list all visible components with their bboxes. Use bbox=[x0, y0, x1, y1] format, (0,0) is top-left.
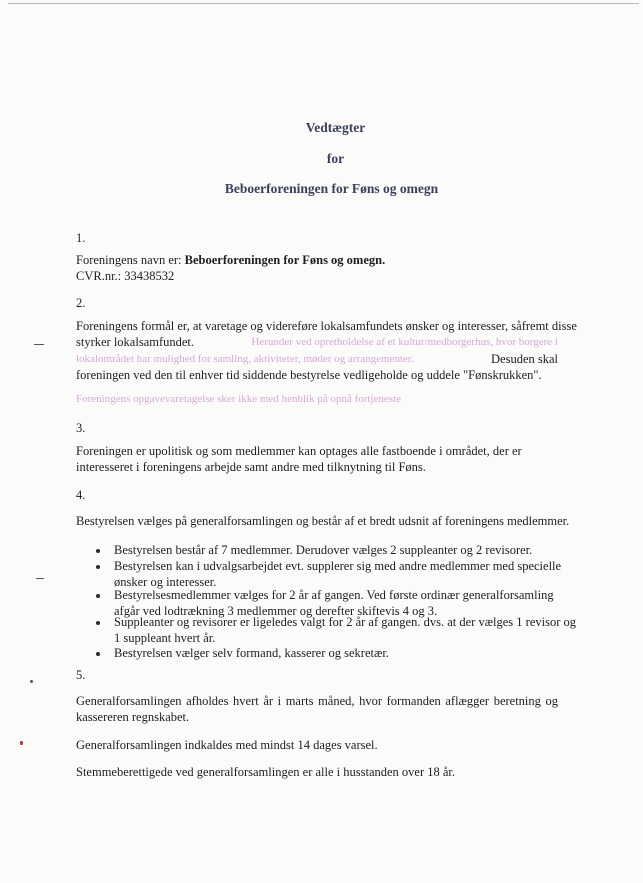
section-2-line-1: Foreningens formål er, at varetage og videreføre lokalsamfundets ønsker og interesser, såfremt disse bbox=[76, 319, 577, 333]
association-name: Beboerforeningen for Føns og omegn. bbox=[184, 253, 386, 267]
cvr-number: CVR.nr.: 33438532 bbox=[76, 269, 175, 283]
section-2-line-3 bbox=[76, 351, 558, 368]
section-4-bullet-4-line-2: 1 suppleant hvert år. bbox=[114, 631, 216, 645]
page-top-edge bbox=[8, 3, 639, 4]
section-2-number: 2. bbox=[76, 296, 86, 310]
bullet-dot bbox=[96, 549, 100, 553]
section-2-line-2-text: styrker lokalsamfundet. bbox=[76, 335, 195, 349]
section-3-line-2: interesseret i foreningens arbejde samt andre med tilknytning til Føns. bbox=[76, 460, 426, 474]
section-5-paragraph-1-line-2: kassereren regnskabet. bbox=[76, 710, 190, 724]
section-4-bullet-4-line-1: Suppleanter og revisorer er ligeledes valgt for 2 år af gangen. dvs. at der vælges 1 revisor og bbox=[114, 615, 577, 629]
section-5-paragraph-3: Stemmeberettigede ved generalforsamlingen er alle i husstanden over 18 år. bbox=[76, 765, 456, 779]
scan-mark bbox=[34, 344, 44, 345]
section-2-line-2 bbox=[76, 334, 558, 351]
section-2-faint-text-2: lokalområdet har mulighed for samling, aktiviteter, møder og arrangementer. bbox=[76, 353, 414, 365]
section-5-paragraph-1-line-1-text: Generalforsamlingen afholdes hvert år i marts måned, hvor formanden aflægger beretning og bbox=[76, 694, 558, 708]
section-4-bullet-3-line-2: afgår ved lodtrækning 3 medlemmer og derefter skiftevis 4 og 3. bbox=[114, 604, 438, 618]
section-4-bullet-5: Bestyrelsen vælger selv formand, kasserer og sekretær. bbox=[114, 646, 389, 660]
section-5-paragraph-2: Generalforsamlingen indkaldes med mindst 14 dages varsel. bbox=[76, 738, 378, 752]
document-title-association: Beboerforeningen for Føns og omegn bbox=[224, 181, 439, 196]
section-2-faint-note: Foreningens opgavevaretagelse sker ikke med henblik på opnå fortjeneste bbox=[76, 393, 401, 405]
section-1-name-line bbox=[76, 252, 385, 269]
section-4-number: 4. bbox=[76, 488, 86, 502]
section-2-line-4: foreningen ved den til enhver tid siddende bestyrelse vedligeholde og uddele "Fønskrukken". bbox=[76, 368, 542, 382]
section-2-line-3-text: Desuden skal bbox=[491, 352, 558, 366]
section-1-number: 1. bbox=[76, 231, 86, 245]
bullet-dot bbox=[96, 594, 100, 598]
name-label: Foreningens navn er: bbox=[76, 253, 185, 267]
scan-mark bbox=[30, 680, 33, 683]
bullet-dot bbox=[96, 621, 100, 625]
document-title-for: for bbox=[326, 151, 345, 166]
scan-mark bbox=[20, 741, 23, 745]
section-4-bullet-1: Bestyrelsen består af 7 medlemmer. Derudover vælges 2 suppleanter og 2 revisorer. bbox=[114, 543, 533, 557]
section-3-number: 3. bbox=[76, 421, 86, 435]
section-3-line-1: Foreningen er upolitisk og som medlemmer kan optages alle fastboende i området, der er bbox=[76, 444, 522, 458]
section-5-number: 5. bbox=[76, 668, 86, 682]
section-4-bullet-2-line-1: Bestyrelsen kan i udvalgsarbejdet evt. supplerer sig med andre medlemmer med specielle bbox=[114, 559, 562, 573]
bullet-dot bbox=[96, 652, 100, 656]
section-4-intro: Bestyrelsen vælges på generalforsamlingen og består af et bredt udsnit af foreningens medlemmer. bbox=[76, 514, 570, 528]
section-5-paragraph-1-line-1 bbox=[76, 693, 558, 710]
bullet-dot bbox=[96, 565, 100, 569]
section-2-faint-text-1: Herunder ved opretholdelse af et kultur/medborgerhus, hvor borgere i bbox=[251, 336, 558, 348]
section-4-bullet-2-line-2: ønsker og interesser. bbox=[114, 575, 217, 589]
section-4-bullet-3-line-1: Bestyrelsesmedlemmer vælges for 2 år af gangen. Ved første ordinær generalforsamling bbox=[114, 588, 554, 602]
scan-mark bbox=[36, 578, 44, 579]
document-title: Vedtægter bbox=[305, 120, 366, 135]
